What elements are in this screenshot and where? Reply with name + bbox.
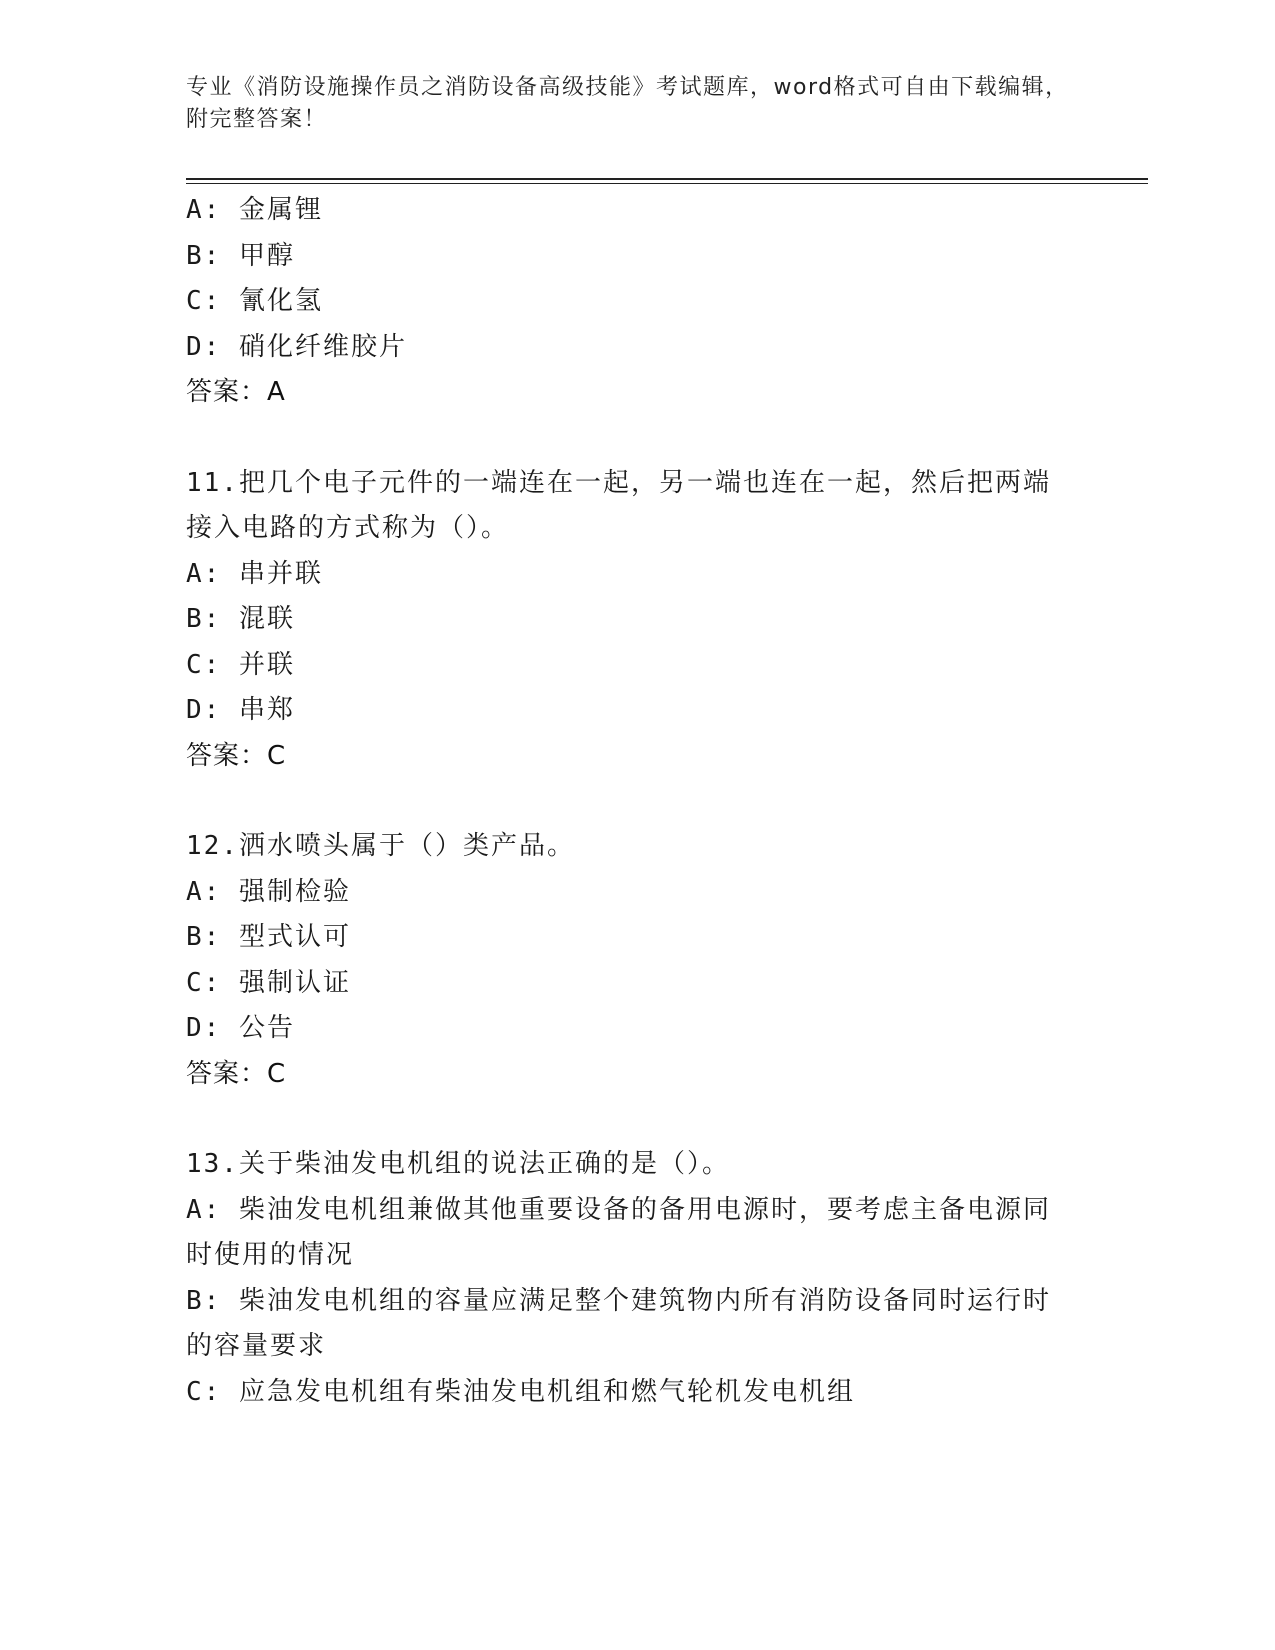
q12-option-a: A: 强制检验	[186, 876, 351, 907]
q12-option-d: D: 公告	[186, 1013, 295, 1043]
question-11-block	[186, 461, 1086, 780]
q12-option-c: C: 强制认证	[186, 967, 351, 998]
q13-question-text: 13.关于柴油发电机组的说法正确的是（）。	[186, 1149, 730, 1179]
q10-option-b: B: 甲醇	[186, 240, 295, 271]
q13-option-a: A: 柴油发电机组兼做其他重要设备的备用电源时，要考虑主备电源同时使用的情况	[186, 1194, 1051, 1270]
question-content	[186, 188, 1086, 1415]
q10-option-c: C: 氰化氢	[186, 286, 323, 316]
q11-option-d: D: 串郑	[186, 695, 295, 725]
question-12-block	[186, 824, 1086, 1097]
q10-option-d: D: 硝化纤维胶片	[186, 331, 407, 362]
q11-answer: 答案：C	[186, 740, 287, 771]
q11-option-c: C: 并联	[186, 649, 295, 680]
header-divider-thin	[186, 183, 1148, 184]
q11-option-b: B: 混联	[186, 604, 295, 634]
document-header: 专业《消防设施操作员之消防设备高级技能》考试题库，word格式可自由下载编辑，附完整答案！	[186, 75, 1069, 132]
q12-question-text: 12.洒水喷头属于（）类产品。	[186, 831, 575, 861]
q12-option-b: B: 型式认可	[186, 922, 351, 952]
question-13-block	[186, 1142, 1086, 1415]
q10-option-a: A: 金属锂	[186, 195, 323, 225]
q10-answer: 答案：A	[186, 377, 286, 407]
q11-question-text: 11.把几个电子元件的一端连在一起，另一端也连在一起，然后把两端接入电路的方式称为（）。	[186, 467, 1051, 543]
question-10-block	[186, 188, 1086, 416]
q12-answer: 答案：C	[186, 1058, 287, 1089]
q11-option-a: A: 串并联	[186, 558, 323, 589]
q13-option-c: C: 应急发电机组有柴油发电机组和燃气轮机发电机组	[186, 1376, 855, 1407]
header-divider-thick	[186, 178, 1148, 180]
q13-option-b: B: 柴油发电机组的容量应满足整个建筑物内所有消防设备同时运行时的容量要求	[186, 1285, 1051, 1361]
